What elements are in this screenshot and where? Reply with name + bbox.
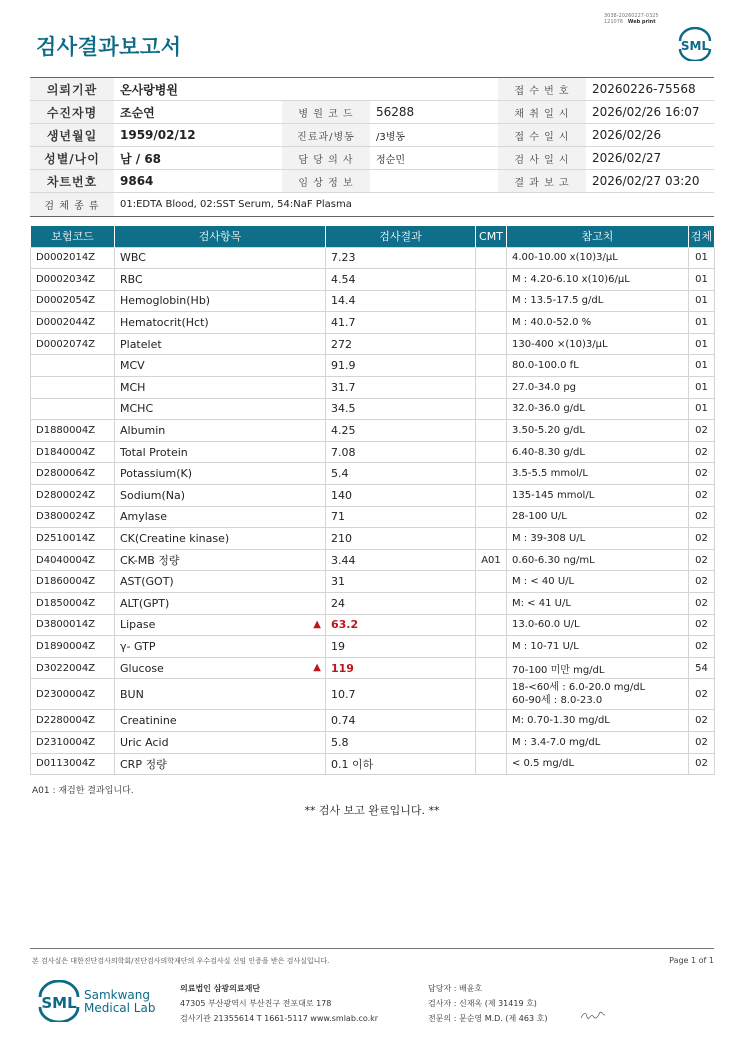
insurance-code: D2510014Z [31, 528, 115, 550]
org-name: 의료법인 삼광의료재단 [180, 984, 261, 993]
result-row [31, 571, 715, 593]
header-item: 검사항목 [115, 226, 326, 247]
test-date-value: 2026/02/27 [586, 147, 714, 170]
reference-line2: 60-90세 : 8.0-23.0 [512, 695, 603, 707]
cmt-code [476, 528, 507, 550]
insurance-code [31, 355, 115, 377]
result-row [31, 593, 715, 615]
test-result: 31.7 [326, 377, 476, 399]
test-item [115, 636, 326, 658]
test-item-name: Albumin [120, 424, 166, 438]
footer-logo-text: SML [41, 994, 77, 1012]
specimen-code: 54 [689, 657, 715, 679]
receipt-date-label: 접 수 일 시 [498, 124, 586, 147]
cmt-code [476, 377, 507, 399]
cmt-code [476, 571, 507, 593]
test-result: 24 [326, 593, 476, 615]
reference-range: M : 13.5-17.5 g/dL [507, 290, 689, 312]
test-result: 34.5 [326, 398, 476, 420]
test-result: 4.54 [326, 269, 476, 291]
reference-range: 3.5-5.5 mmol/L [507, 463, 689, 485]
result-row [31, 441, 715, 463]
insurance-code [31, 398, 115, 420]
info-row [30, 193, 714, 217]
result-row [31, 753, 715, 775]
specimen-code: 01 [689, 247, 715, 269]
test-item-name: WBC [120, 251, 146, 265]
result-row [31, 355, 715, 377]
test-date-label: 검 사 일 시 [498, 147, 586, 170]
result-row [31, 485, 715, 507]
staff-tester: 검사자 : 신재옥 (제 31419 호) [428, 999, 537, 1008]
test-result: 272 [326, 333, 476, 355]
test-item-name: Uric Acid [120, 735, 169, 749]
test-result: 41.7 [326, 312, 476, 334]
result-row [31, 731, 715, 753]
test-item [115, 679, 326, 710]
reference-range: < 0.5 mg/dL [507, 753, 689, 775]
cmt-code [476, 290, 507, 312]
test-result: 63.2 [326, 614, 476, 636]
test-result: 4.25 [326, 420, 476, 442]
reference-range: M : 10-71 U/L [507, 636, 689, 658]
test-item-name: RBC [120, 272, 143, 286]
specimen-code: 01 [689, 398, 715, 420]
header-cmt: CMT [476, 226, 507, 247]
print-code-line2 [604, 19, 659, 25]
insurance-code: D3022004Z [31, 657, 115, 679]
test-result: 140 [326, 485, 476, 507]
cmt-note: A01 : 재검한 결과입니다. [32, 786, 134, 796]
header-code: 보험코드 [31, 226, 115, 247]
result-row [31, 528, 715, 550]
cmt-code [476, 614, 507, 636]
request-org-value: 온사랑병원 [114, 78, 498, 101]
test-item [115, 528, 326, 550]
specimen-code: 01 [689, 269, 715, 291]
result-row [31, 710, 715, 732]
result-row [31, 549, 715, 571]
cmt-code: A01 [476, 549, 507, 571]
test-item-name: MCH [120, 380, 146, 394]
collect-time-value: 2026/02/26 16:07 [586, 101, 714, 124]
reference-range: 70-100 미만 mg/dL [507, 657, 689, 679]
report-time-label: 결 과 보 고 [498, 170, 586, 193]
report-title: 검사결과보고서 [36, 35, 182, 59]
header-reference: 참고치 [507, 226, 689, 247]
certification-text: 본 검사실은 대한진단검사의학회/진단검사의학재단의 우수검사실 신임 인증을 받은 검사실입니다. [32, 957, 330, 965]
result-row [31, 290, 715, 312]
insurance-code: D0002034Z [31, 269, 115, 291]
cmt-code [476, 312, 507, 334]
info-row [30, 147, 714, 170]
result-row [31, 247, 715, 269]
reference-range: M : < 40 U/L [507, 571, 689, 593]
test-item-name: Total Protein [120, 445, 188, 459]
cmt-code [476, 679, 507, 710]
test-result: 5.4 [326, 463, 476, 485]
test-item-name: Platelet [120, 337, 162, 351]
test-result: 91.9 [326, 355, 476, 377]
test-item-name: Lipase [120, 618, 156, 632]
result-row [31, 506, 715, 528]
test-item-name: Glucose [120, 661, 164, 675]
cmt-code [476, 657, 507, 679]
test-item [115, 485, 326, 507]
result-row [31, 312, 715, 334]
result-row [31, 463, 715, 485]
insurance-code: D4040004Z [31, 549, 115, 571]
org-address: 47305 부산광역시 부산진구 전포대로 178 [180, 999, 332, 1008]
insurance-code: D2280004Z [31, 710, 115, 732]
test-item [115, 355, 326, 377]
results-body [31, 247, 715, 775]
insurance-code: D0002014Z [31, 247, 115, 269]
cmt-code [476, 420, 507, 442]
insurance-code: D2800064Z [31, 463, 115, 485]
result-row [31, 269, 715, 291]
test-item [115, 549, 326, 571]
header-specimen: 검체 [689, 226, 715, 247]
test-item [115, 420, 326, 442]
insurance-code [31, 377, 115, 399]
brand-line1: Samkwang [84, 988, 150, 1002]
info-row [30, 101, 714, 124]
staff-specialist: 전문의 : 문순영 M.D. (제 463 호) [428, 1014, 548, 1023]
specimen-code: 02 [689, 753, 715, 775]
specimen-code: 01 [689, 290, 715, 312]
cmt-code [476, 485, 507, 507]
insurance-code: D1860004Z [31, 571, 115, 593]
test-result: 7.08 [326, 441, 476, 463]
header-result: 검사결과 [326, 226, 476, 247]
report-complete-text: ** 검사 보고 완료입니다. ** [304, 804, 440, 817]
test-result: 5.8 [326, 731, 476, 753]
patient-info-table [30, 77, 714, 217]
info-row [30, 170, 714, 193]
test-result: 31 [326, 571, 476, 593]
reference-range: M : 4.20-6.10 x(10)6/μL [507, 269, 689, 291]
patient-label: 수진자명 [30, 101, 114, 124]
reference-range: 6.40-8.30 g/dL [507, 441, 689, 463]
insurance-code: D0002054Z [31, 290, 115, 312]
test-item [115, 657, 326, 679]
test-item-name: Sodium(Na) [120, 488, 185, 502]
test-result: 10.7 [326, 679, 476, 710]
result-row [31, 333, 715, 355]
test-item-name: Potassium(K) [120, 467, 193, 481]
birth-value: 1959/02/12 [114, 124, 282, 147]
clinical-info-label: 임 상 정 보 [282, 170, 370, 193]
insurance-code: D0002074Z [31, 333, 115, 355]
doctor-value: 정순민 [370, 147, 498, 170]
reference-range: M: 0.70-1.30 mg/dL [507, 710, 689, 732]
clinical-info-value [370, 170, 498, 193]
sex-age-value: 남 / 68 [114, 147, 282, 170]
test-result: 7.23 [326, 247, 476, 269]
specimen-code: 02 [689, 636, 715, 658]
test-item [115, 593, 326, 615]
cmt-code [476, 463, 507, 485]
reference-range: M : 39-308 U/L [507, 528, 689, 550]
specimen-value: 01:EDTA Blood, 02:SST Serum, 54:NaF Plasma [114, 193, 714, 217]
specimen-code: 01 [689, 355, 715, 377]
specimen-code: 01 [689, 312, 715, 334]
reference-range: M : 40.0-52.0 % [507, 312, 689, 334]
specimen-code: 02 [689, 710, 715, 732]
birth-label: 생년월일 [30, 124, 114, 147]
specimen-code: 02 [689, 571, 715, 593]
reference-range: 80.0-100.0 fL [507, 355, 689, 377]
test-item [115, 571, 326, 593]
brand-line2: Medical Lab [84, 1001, 156, 1015]
test-item [115, 506, 326, 528]
result-row [31, 420, 715, 442]
test-item [115, 731, 326, 753]
specimen-code: 02 [689, 731, 715, 753]
reference-range: 13.0-60.0 U/L [507, 614, 689, 636]
report-time-value: 2026/02/27 03:20 [586, 170, 714, 193]
chart-no-label: 차트번호 [30, 170, 114, 193]
test-item-name: MCV [120, 359, 145, 373]
test-item-name: CRP 정량 [120, 757, 167, 771]
test-item [115, 333, 326, 355]
print-code-number: 121076 [604, 19, 624, 25]
sml-logo-text: SML [680, 39, 710, 53]
reference-range [507, 679, 689, 710]
test-item-name: AST(GOT) [120, 575, 174, 589]
result-row [31, 679, 715, 710]
test-item-name: CK-MB 정량 [120, 554, 180, 568]
result-row [31, 398, 715, 420]
reference-range: 4.00-10.00 x(10)3/μL [507, 247, 689, 269]
specimen-code: 02 [689, 528, 715, 550]
cmt-code [476, 333, 507, 355]
signature-icon [580, 1010, 606, 1022]
patient-value: 조순연 [114, 101, 282, 124]
cmt-code [476, 441, 507, 463]
result-row [31, 614, 715, 636]
footer-staff [428, 981, 547, 1026]
insurance-code: D2800024Z [31, 485, 115, 507]
result-row [31, 377, 715, 399]
cmt-code [476, 753, 507, 775]
reference-range: M : 3.4-7.0 mg/dL [507, 731, 689, 753]
chart-no-value: 9864 [114, 170, 282, 193]
reference-range: 28-100 U/L [507, 506, 689, 528]
reference-line1: 18-<60세 : 6.0-20.0 mg/dL [512, 682, 646, 694]
test-result: 210 [326, 528, 476, 550]
insurance-code: D1880004Z [31, 420, 115, 442]
reference-range: 27.0-34.0 pg [507, 377, 689, 399]
receipt-no-value: 20260226-75568 [586, 78, 714, 101]
results-header-row [31, 226, 715, 247]
hospital-code-label: 병 원 코 드 [282, 101, 370, 124]
test-item-name: Amylase [120, 510, 168, 524]
results-table [30, 226, 715, 775]
test-result: 71 [326, 506, 476, 528]
hospital-code-value: 56288 [370, 101, 498, 124]
test-item-name: Hemoglobin(Hb) [120, 294, 211, 308]
receipt-no-label: 접 수 번 호 [498, 78, 586, 101]
footer-sml-logo-icon [36, 980, 82, 1022]
test-item [115, 269, 326, 291]
insurance-code: D2310004Z [31, 731, 115, 753]
test-item [115, 398, 326, 420]
high-flag-icon: ▲ [313, 661, 321, 673]
print-code-line1: 3038-20260227-0325 [604, 13, 659, 19]
test-item [115, 312, 326, 334]
insurance-code: D3800024Z [31, 506, 115, 528]
test-item [115, 463, 326, 485]
result-row [31, 657, 715, 679]
test-item [115, 377, 326, 399]
insurance-code: D1890004Z [31, 636, 115, 658]
result-row [31, 636, 715, 658]
cmt-code [476, 355, 507, 377]
specimen-code: 01 [689, 377, 715, 399]
sml-logo-icon [676, 27, 714, 61]
cmt-code [476, 247, 507, 269]
cmt-code [476, 636, 507, 658]
receipt-date-value: 2026/02/26 [586, 124, 714, 147]
reference-range: M: < 41 U/L [507, 593, 689, 615]
test-item-name: γ- GTP [120, 639, 156, 653]
specimen-code: 02 [689, 679, 715, 710]
specimen-code: 02 [689, 441, 715, 463]
test-result: 0.1 이하 [326, 753, 476, 775]
test-result: 119 [326, 657, 476, 679]
insurance-code: D2300004Z [31, 679, 115, 710]
info-row [30, 78, 714, 101]
test-item-name: Creatinine [120, 714, 177, 728]
footer-divider [30, 948, 714, 949]
specimen-code: 01 [689, 333, 715, 355]
footer-org [180, 981, 378, 1026]
cmt-code [476, 269, 507, 291]
info-row [30, 124, 714, 147]
cmt-code [476, 398, 507, 420]
test-item [115, 710, 326, 732]
specimen-code: 02 [689, 549, 715, 571]
insurance-code: D1850004Z [31, 593, 115, 615]
insurance-code: D0002044Z [31, 312, 115, 334]
reference-range: 130-400 ×(10)3/μL [507, 333, 689, 355]
cmt-code [476, 710, 507, 732]
cmt-code [476, 506, 507, 528]
test-result: 3.44 [326, 549, 476, 571]
specimen-code: 02 [689, 485, 715, 507]
cmt-code [476, 731, 507, 753]
specimen-label: 검 체 종 류 [30, 193, 114, 217]
insurance-code: D0113004Z [31, 753, 115, 775]
staff-manager: 담당자 : 배윤호 [428, 984, 483, 993]
reference-range: 3.50-5.20 g/dL [507, 420, 689, 442]
test-result: 14.4 [326, 290, 476, 312]
test-item [115, 441, 326, 463]
test-item [115, 247, 326, 269]
test-item-name: CK(Creatine kinase) [120, 532, 230, 546]
test-item-name: ALT(GPT) [120, 596, 170, 610]
test-result: 0.74 [326, 710, 476, 732]
test-item-name: Hematocrit(Hct) [120, 316, 209, 330]
doctor-label: 담 당 의 사 [282, 147, 370, 170]
page-number: Page 1 of 1 [669, 956, 714, 965]
dept-label: 진료과/병동 [282, 124, 370, 147]
insurance-code: D1840004Z [31, 441, 115, 463]
test-result: 19 [326, 636, 476, 658]
test-item-name: BUN [120, 687, 144, 701]
print-code [604, 13, 659, 25]
specimen-code: 02 [689, 593, 715, 615]
sex-age-label: 성별/나이 [30, 147, 114, 170]
specimen-code: 02 [689, 506, 715, 528]
specimen-code: 02 [689, 614, 715, 636]
reference-range: 135-145 mmol/L [507, 485, 689, 507]
footer-brand [84, 989, 155, 1015]
request-org-label: 의뢰기관 [30, 78, 114, 101]
collect-time-label: 채 취 일 시 [498, 101, 586, 124]
print-code-web: Web print [627, 19, 656, 25]
test-item [115, 290, 326, 312]
dept-value: /3병동 [370, 124, 498, 147]
org-contact: 검사기관 21355614 T 1661-5117 www.smlab.co.kr [180, 1014, 379, 1023]
specimen-code: 02 [689, 463, 715, 485]
high-flag-icon: ▲ [313, 618, 321, 630]
reference-range: 32.0-36.0 g/dL [507, 398, 689, 420]
cmt-code [476, 593, 507, 615]
test-item [115, 614, 326, 636]
insurance-code: D3800014Z [31, 614, 115, 636]
specimen-code: 02 [689, 420, 715, 442]
test-item-name: MCHC [120, 402, 154, 416]
test-item [115, 753, 326, 775]
reference-range: 0.60-6.30 ng/mL [507, 549, 689, 571]
